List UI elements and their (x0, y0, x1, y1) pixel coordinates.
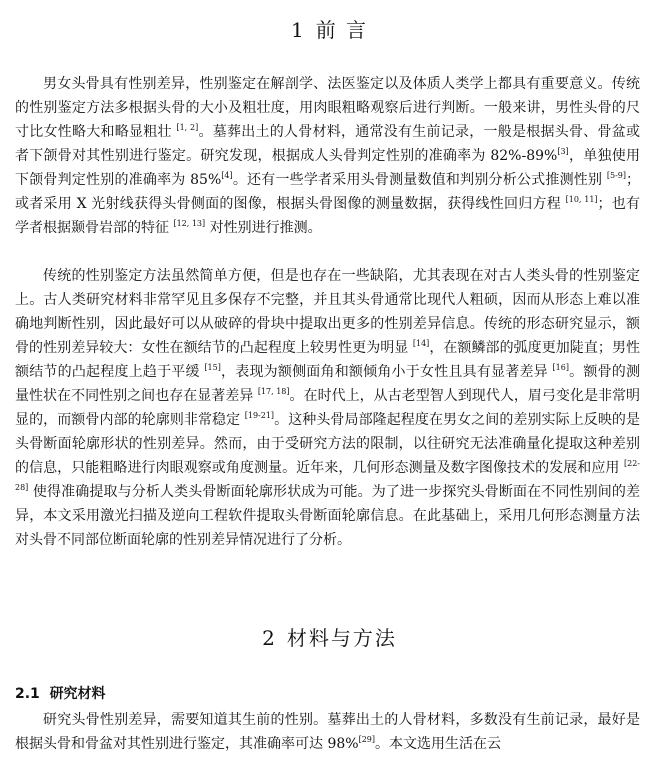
citation-ref: [19-21] (244, 411, 275, 420)
paragraph-text: 。还有一些学者采用头骨测量数值和判别分析公式推测性别 (232, 172, 607, 188)
subsection-number: 2.1 (15, 686, 40, 702)
citation-ref: [4] (221, 171, 233, 180)
paragraph-text: ，单独使用下颌骨判定性别的准确率为 85% (15, 148, 640, 188)
citation-ref: [29] (358, 735, 375, 744)
paragraph-text: 男女头骨具有性别差异，性别鉴定在解剖学、法医鉴定以及体质人类学上都具有重要意义。传统的性别鉴定方法多根据头骨的大小及粗壮度，用肉眼粗略观察后进行判断。一般来讲，男性头骨的尺寸比女性略大和略显粗壮 (15, 76, 640, 140)
paragraph-text: ；或者采用 X 光射线获得头骨侧面的图像，根据头骨图像的测量数据，获得线性回归方程 (15, 172, 640, 212)
citation-ref: [10, 11] (565, 195, 598, 204)
section-heading-materials-methods (0, 622, 659, 651)
paragraph-text: ；也有学者根据颞骨岩部的特征 (15, 196, 640, 236)
section-title: 前 言 (315, 18, 369, 42)
subsection-title: 研究材料 (49, 686, 106, 702)
citation-ref: [1, 2] (176, 123, 199, 132)
paragraph-text: 。这种头骨局部隆起程度在男女之间的差别实际上反映的是头骨断面轮廓形状的性别差异。然而，由于受研究方法的限制，以往研究无法准确量化提取这种差别的信息，只能粗略进行肉眼观察或角度测量。近年来，几何形态测量及数字图像技术的发展和应用 (15, 412, 641, 476)
citation-ref: [15] (204, 363, 221, 372)
paragraph-text: 。本文选用生活在云 (375, 736, 501, 752)
citation-ref: [5-9] (606, 171, 626, 180)
intro-paragraph-1 (15, 72, 640, 240)
citation-ref: [12, 13] (173, 219, 206, 228)
section-number: 2 (262, 626, 277, 650)
citation-ref: [16] (552, 363, 569, 372)
paragraph-text: 使得准确提取与分析人类头骨断面轮廓形状成为可能。为了进一步探究头骨断面在不同性别间的差异，本文采用激光扫描及逆向工程软件提取头骨断面轮廓信息。在此基础上，采用几何形态测量方法对头骨不同部位断面轮廓的性别差异情况进行了分析。 (15, 484, 640, 548)
materials-paragraph-1 (15, 708, 640, 756)
paragraph-text: ，表现为额侧面角和额倾角小于女性且具有显著差异 (220, 364, 553, 380)
paragraph-text: 研究头骨性别差异，需要知道其生前的性别。墓葬出土的人骨材料，多数没有生前记录，最好是根据头骨和骨盆对其性别进行鉴定，其准确率可达 98% (15, 712, 640, 752)
subsection-heading-research-materials (15, 683, 106, 703)
paragraph-text: 对性别进行推测。 (205, 220, 322, 236)
citation-ref: [22-28] (15, 459, 640, 492)
section-title: 材料与方法 (286, 626, 397, 650)
paragraph-text: 。墓葬出土的人骨材料，通常没有生前记录，一般是根据头骨、骨盆或者下颌骨对其性别进行鉴定。研究发现，根据成人头骨判定性别的准确率为 82%-89% (15, 124, 641, 164)
paragraph-text: 。额骨的测量性状在不同性别之间也存在显著差异 (15, 364, 641, 404)
intro-paragraph-2 (15, 264, 640, 552)
section-number: 1 (290, 18, 306, 42)
citation-ref: [3] (557, 147, 569, 156)
citation-ref: [17, 18] (257, 387, 290, 396)
paragraph-text: 传统的性别鉴定方法虽然简单方便，但是也存在一些缺陷，尤其表现在对古人类头骨的性别鉴定上。古人类研究材料非常罕见且多保存不完整，并且其头骨通常比现代人粗硕，因而从形态上难以准确地判断性别，因此最好可以从破碎的骨块中提取出更多的性别差异信息。传统的形态研究显示，额骨的性别差异较大：女性在额结节的凸起程度上较男性更为明显 (15, 268, 640, 356)
citation-ref: [14] (412, 339, 430, 348)
section-heading-introduction (0, 14, 659, 43)
paragraph-text: 。在时代上，从古老型智人到现代人，眉弓变化是非常明显的，而额骨内部的轮廓则非常稳定 (15, 388, 641, 428)
paragraph-text: ，在额鳞部的弧度更加陡直；男性额结节的凸起程度上趋于平缓 (15, 340, 641, 380)
